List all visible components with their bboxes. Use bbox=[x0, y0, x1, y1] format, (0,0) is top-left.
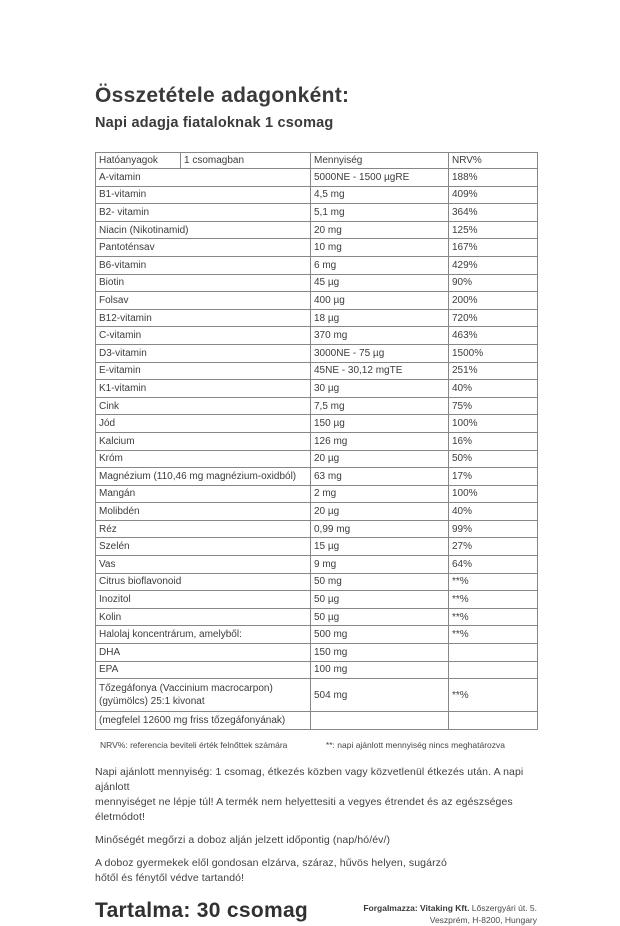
column-header-ingredients: Hatóanyagok bbox=[96, 153, 181, 169]
ingredient-name: A-vitamin bbox=[96, 169, 311, 187]
table-row bbox=[96, 344, 538, 362]
ingredient-name: Folsav bbox=[96, 292, 311, 310]
table-header-row bbox=[96, 153, 538, 169]
table-row bbox=[96, 362, 538, 380]
note-line: mennyiséget ne lépje túl! A termék nem helyettesiti a vegyes étrendet és az egészséges életmódot! bbox=[95, 795, 513, 823]
contents-label: Tartalma: 30 csomag bbox=[95, 898, 309, 922]
ingredient-name: Molibdén bbox=[96, 503, 311, 521]
ingredient-name: Mangán bbox=[96, 485, 311, 503]
table-row bbox=[96, 712, 538, 730]
ingredient-nrv: 100% bbox=[449, 415, 538, 433]
table-row bbox=[96, 468, 538, 486]
ingredient-nrv: 1500% bbox=[449, 344, 538, 362]
ingredient-name: DHA bbox=[96, 644, 311, 662]
ingredient-nrv: 17% bbox=[449, 468, 538, 486]
table-row bbox=[96, 204, 538, 222]
ingredient-name: Inozitol bbox=[96, 591, 311, 609]
ingredient-nrv: 40% bbox=[449, 380, 538, 398]
footer bbox=[95, 899, 537, 926]
table-row bbox=[96, 450, 538, 468]
ingredient-amount: 50 mg bbox=[311, 573, 449, 591]
ingredient-name: Pantoténsav bbox=[96, 239, 311, 257]
ingredient-nrv: 188% bbox=[449, 169, 538, 187]
ingredient-nrv bbox=[449, 644, 538, 662]
distributor-name: Forgalmazza: Vitaking Kft. bbox=[363, 902, 470, 913]
ingredient-amount: 10 mg bbox=[311, 239, 449, 257]
nutrition-table bbox=[95, 152, 538, 730]
ingredient-name: Tőzegáfonya (Vaccinium macrocarpon) (gyümölcs) 25:1 kivonat bbox=[96, 679, 311, 712]
ingredient-amount bbox=[311, 712, 449, 730]
column-header-nrv: NRV% bbox=[449, 153, 538, 169]
ingredient-name: Kolin bbox=[96, 608, 311, 626]
table-row bbox=[96, 485, 538, 503]
ingredient-amount: 6 mg bbox=[311, 256, 449, 274]
ingredient-name: D3-vitamin bbox=[96, 344, 311, 362]
distributor-line1 bbox=[363, 902, 537, 914]
usage-notes bbox=[95, 765, 537, 886]
ingredient-name: B12-vitamin bbox=[96, 309, 311, 327]
ingredient-amount: 100 mg bbox=[311, 661, 449, 679]
table-row bbox=[96, 661, 538, 679]
ingredient-nrv: 463% bbox=[449, 327, 538, 345]
note-paragraph bbox=[95, 856, 537, 886]
ingredient-nrv: 16% bbox=[449, 432, 538, 450]
table-row bbox=[96, 432, 538, 450]
ingredient-nrv: 409% bbox=[449, 186, 538, 204]
note-line: hőtől és fénytől védve tartandó! bbox=[95, 871, 245, 884]
ingredient-amount: 50 µg bbox=[311, 591, 449, 609]
ingredient-amount: 7,5 mg bbox=[311, 397, 449, 415]
distributor-address: Lőszergyári út. 5. bbox=[469, 902, 537, 913]
ingredient-nrv: 99% bbox=[449, 520, 538, 538]
ingredient-name: C-vitamin bbox=[96, 327, 311, 345]
ingredient-amount: 126 mg bbox=[311, 432, 449, 450]
column-header-quantity: Mennyiség bbox=[311, 153, 449, 169]
ingredient-nrv: 429% bbox=[449, 256, 538, 274]
note-line: Napi ajánlott mennyiség: 1 csomag, étkezés közben vagy közvetlenül étkezés után. A napi ajánlott bbox=[95, 765, 524, 793]
note-line: Minőségét megőrzi a doboz alján jelzett időpontig (nap/hó/év/) bbox=[95, 833, 391, 846]
ingredient-amount: 4,5 mg bbox=[311, 186, 449, 204]
table-row bbox=[96, 591, 538, 609]
ingredient-name: B2- vitamin bbox=[96, 204, 311, 222]
footnote-asterisk: **: napi ajánlott mennyiség nincs meghatározva bbox=[325, 739, 505, 750]
ingredient-amount: 3000NE - 75 µg bbox=[311, 344, 449, 362]
table-row bbox=[96, 503, 538, 521]
ingredient-amount: 9 mg bbox=[311, 556, 449, 574]
distributor-line2: Veszprém, H-8200, Hungary bbox=[429, 914, 537, 925]
ingredient-amount: 150 µg bbox=[311, 415, 449, 433]
ingredient-name: EPA bbox=[96, 661, 311, 679]
table-row bbox=[96, 608, 538, 626]
ingredient-nrv: 50% bbox=[449, 450, 538, 468]
page-title: Összetétele adagonként: bbox=[95, 84, 350, 107]
ingredient-nrv: **% bbox=[449, 679, 538, 712]
table-row bbox=[96, 538, 538, 556]
table-footnotes bbox=[95, 740, 537, 750]
ingredient-amount: 50 µg bbox=[311, 608, 449, 626]
ingredient-amount: 30 µg bbox=[311, 380, 449, 398]
ingredient-nrv: **% bbox=[449, 573, 538, 591]
table-row bbox=[96, 556, 538, 574]
ingredient-amount: 63 mg bbox=[311, 468, 449, 486]
ingredient-nrv bbox=[449, 661, 538, 679]
ingredient-nrv: 27% bbox=[449, 538, 538, 556]
ingredient-amount: 504 mg bbox=[311, 679, 449, 712]
ingredient-name: Króm bbox=[96, 450, 311, 468]
ingredient-nrv: 200% bbox=[449, 292, 538, 310]
ingredient-amount: 2 mg bbox=[311, 485, 449, 503]
ingredient-name: Jód bbox=[96, 415, 311, 433]
table-row bbox=[96, 186, 538, 204]
table-row bbox=[96, 256, 538, 274]
table-row bbox=[96, 309, 538, 327]
ingredient-amount: 400 µg bbox=[311, 292, 449, 310]
ingredient-name: (megfelel 12600 mg friss tőzegáfonyának) bbox=[96, 712, 311, 730]
ingredient-amount: 45 µg bbox=[311, 274, 449, 292]
ingredient-amount: 5000NE - 1500 µgRE bbox=[311, 169, 449, 187]
ingredient-amount: 20 µg bbox=[311, 450, 449, 468]
ingredient-nrv: 100% bbox=[449, 485, 538, 503]
ingredient-name: Kalcium bbox=[96, 432, 311, 450]
ingredient-amount: 500 mg bbox=[311, 626, 449, 644]
ingredient-nrv: **% bbox=[449, 591, 538, 609]
ingredient-amount: 370 mg bbox=[311, 327, 449, 345]
ingredient-name: B6-vitamin bbox=[96, 256, 311, 274]
ingredient-nrv: 125% bbox=[449, 221, 538, 239]
ingredient-nrv: 64% bbox=[449, 556, 538, 574]
table-row bbox=[96, 221, 538, 239]
table-row bbox=[96, 644, 538, 662]
ingredient-name: Niacin (Nikotinamid) bbox=[96, 221, 311, 239]
table-body bbox=[96, 169, 538, 730]
ingredient-nrv bbox=[449, 712, 538, 730]
ingredient-name: B1-vitamin bbox=[96, 186, 311, 204]
footnote-nrv: NRV%: referencia beviteli érték felnőttek számára bbox=[100, 739, 288, 750]
ingredient-name: K1-vitamin bbox=[96, 380, 311, 398]
ingredient-name: Magnézium (110,46 mg magnézium-oxidból) bbox=[96, 468, 311, 486]
ingredient-name: Cink bbox=[96, 397, 311, 415]
table-row bbox=[96, 239, 538, 257]
table-row bbox=[96, 327, 538, 345]
table-row bbox=[96, 520, 538, 538]
ingredient-nrv: 720% bbox=[449, 309, 538, 327]
ingredient-amount: 45NE - 30,12 mgTE bbox=[311, 362, 449, 380]
table-row bbox=[96, 679, 538, 712]
note-paragraph bbox=[95, 765, 537, 825]
note-paragraph bbox=[95, 833, 537, 848]
ingredient-amount: 20 mg bbox=[311, 221, 449, 239]
ingredient-amount: 150 mg bbox=[311, 644, 449, 662]
table-row bbox=[96, 626, 538, 644]
ingredient-name: Citrus bioflavonoid bbox=[96, 573, 311, 591]
ingredient-nrv: 75% bbox=[449, 397, 538, 415]
table-row bbox=[96, 292, 538, 310]
table-row bbox=[96, 573, 538, 591]
ingredient-amount: 0,99 mg bbox=[311, 520, 449, 538]
ingredient-amount: 5,1 mg bbox=[311, 204, 449, 222]
ingredient-nrv: **% bbox=[449, 608, 538, 626]
table-row bbox=[96, 274, 538, 292]
distributor-info bbox=[363, 899, 537, 926]
page-subtitle: Napi adagja fiataloknak 1 csomag bbox=[95, 115, 334, 131]
ingredient-name: E-vitamin bbox=[96, 362, 311, 380]
ingredient-name: Halolaj koncentrárum, amelyből: bbox=[96, 626, 311, 644]
ingredient-nrv: 40% bbox=[449, 503, 538, 521]
table-row bbox=[96, 397, 538, 415]
column-header-per-package: 1 csomagban bbox=[181, 153, 311, 169]
ingredient-amount: 20 µg bbox=[311, 503, 449, 521]
note-line: A doboz gyermekek elől gondosan elzárva, száraz, hűvös helyen, sugárzó bbox=[95, 856, 447, 869]
ingredient-name: Vas bbox=[96, 556, 311, 574]
table-row bbox=[96, 169, 538, 187]
ingredient-nrv: 251% bbox=[449, 362, 538, 380]
ingredient-name: Szelén bbox=[96, 538, 311, 556]
table-row bbox=[96, 415, 538, 433]
ingredient-amount: 18 µg bbox=[311, 309, 449, 327]
ingredient-amount: 15 µg bbox=[311, 538, 449, 556]
ingredient-name: Biotin bbox=[96, 274, 311, 292]
table-row bbox=[96, 380, 538, 398]
ingredient-nrv: 167% bbox=[449, 239, 538, 257]
ingredient-nrv: 364% bbox=[449, 204, 538, 222]
ingredient-name: Réz bbox=[96, 520, 311, 538]
ingredient-nrv: **% bbox=[449, 626, 538, 644]
ingredient-nrv: 90% bbox=[449, 274, 538, 292]
